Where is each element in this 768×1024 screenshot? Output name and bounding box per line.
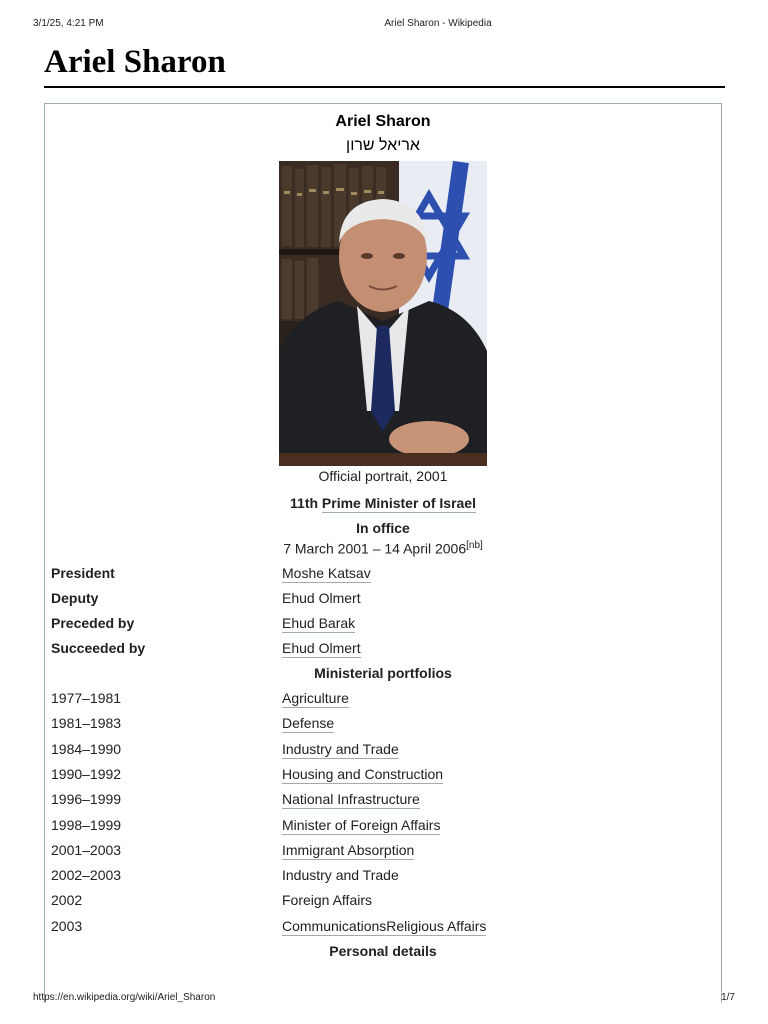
title-divider [44,86,725,88]
portfolio-value-link[interactable]: Housing and Construction [282,765,444,782]
info-preceded-by-label: Preceded by [51,615,135,631]
office-title-link[interactable]: Prime Minister of Israel [321,495,476,511]
office-term [45,540,721,557]
portfolio-label: 2001–2003 [51,841,122,858]
print-doc-title: Ariel Sharon - Wikipedia [384,18,492,29]
info-deputy-row [45,590,721,610]
portfolio-value-link[interactable]: Immigrant Absorption [282,841,415,858]
portrait-image[interactable] [279,161,487,466]
portfolio-label: 1996–1999 [51,791,122,808]
infobox-name: Ariel Sharon [335,113,431,130]
print-url: https://en.wikipedia.org/wiki/Ariel_Sharon [33,992,216,1003]
portfolio-row [45,817,721,837]
info-deputy-value: Ehud Olmert [282,590,361,606]
portfolio-value: Industry and Trade [282,867,399,884]
portfolio-row [45,791,721,811]
portfolio-value: Foreign Affairs [282,892,373,909]
portfolio-row [45,892,721,912]
portfolio-label: 2003 [51,917,83,934]
portfolio-row [45,715,721,735]
info-succeeded-by-label: Succeeded by [51,640,146,656]
portfolio-row [45,690,721,710]
portfolio-row [45,867,721,887]
info-president-value-link[interactable]: Moshe Katsav [282,565,371,581]
portfolio-row [45,918,721,938]
image-caption: Official portrait, 2001 [318,468,448,484]
info-president-label: President [51,565,115,581]
infobox [44,103,722,1003]
portfolio-row [45,842,721,862]
portfolio-label: 2002 [51,892,83,909]
term-footnote-link[interactable]: [nb] [466,540,483,551]
info-president-row [45,565,721,585]
portfolio-row [45,741,721,761]
portfolio-label: 1990–1992 [51,765,122,782]
portfolio-label: 1998–1999 [51,816,122,833]
portfolios-header: Ministerial portfolios [314,665,452,681]
portfolio-label: 2002–2003 [51,867,122,884]
portfolio-value-link[interactable]: Agriculture [282,690,349,706]
portfolio-label: 1984–1990 [51,740,122,757]
print-header [0,18,768,32]
info-preceded-by-value-link[interactable]: Ehud Barak [282,615,356,631]
print-footer [0,992,768,1006]
portfolio-value-link[interactable]: Defense [282,715,335,732]
info-succeeded-by-row [45,640,721,660]
page-title: Ariel Sharon [44,44,226,80]
portfolio-value-link[interactable]: CommunicationsReligious Affairs [282,917,487,934]
print-page-number: 1/7 [721,992,735,1003]
office-heading [45,495,721,511]
portfolio-value-link[interactable]: National Infrastructure [282,791,420,808]
portfolio-value-link[interactable]: Industry and Trade [282,740,399,757]
portfolio-label: 1977–1981 [51,690,122,706]
portfolio-row [45,766,721,786]
portfolio-label: 1981–1983 [51,715,122,732]
info-succeeded-by-value-link[interactable]: Ehud Olmert [282,640,361,656]
info-preceded-by-row [45,615,721,635]
print-datetime: 3/1/25, 4:21 PM [33,18,104,29]
office-term-dates: 7 March 2001 – 14 April 2006 [283,540,467,557]
in-office-label: In office [356,520,410,536]
personal-details-header: Personal details [329,943,437,959]
office-ordinal: 11th [290,495,319,511]
info-deputy-label: Deputy [51,590,99,606]
infobox-native-name: אריאל שרון [346,137,420,154]
portfolio-value-link[interactable]: Minister of Foreign Affairs [282,816,441,833]
